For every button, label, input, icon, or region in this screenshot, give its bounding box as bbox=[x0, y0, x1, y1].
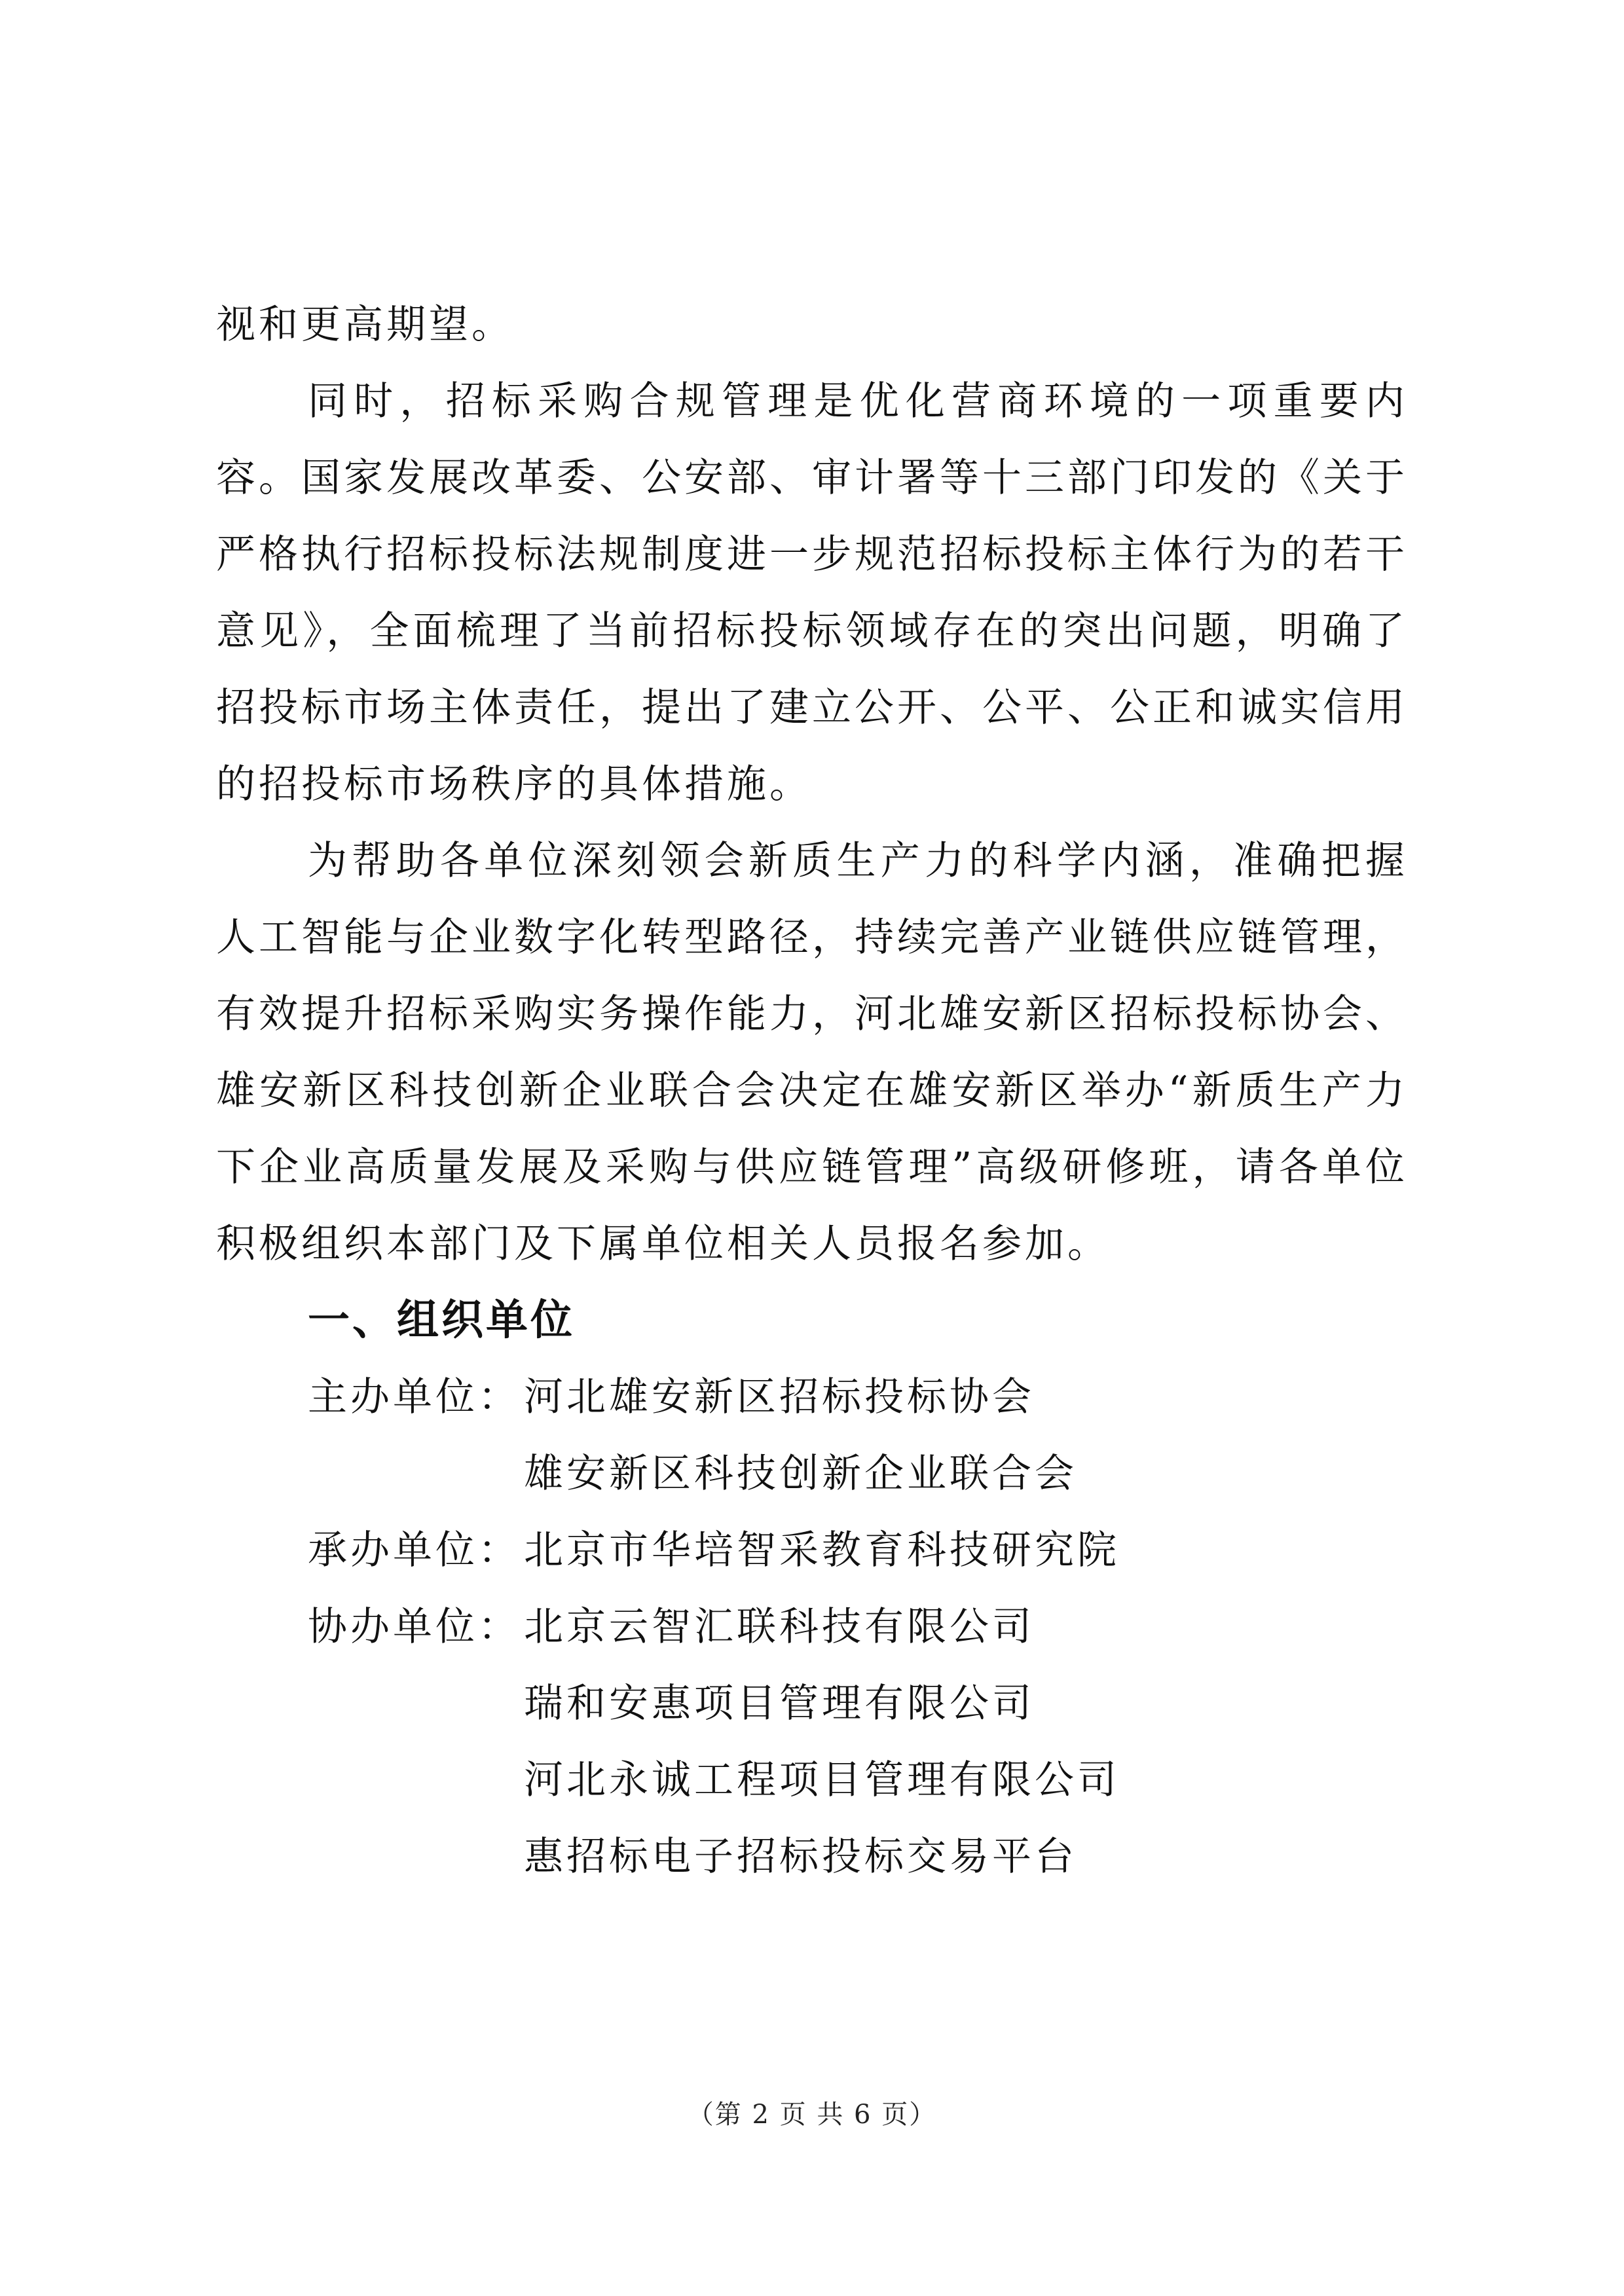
paragraph-compliance: 同时，招标采购合规管理是优化营商环境的一项重要内容。国家发展改革委、公安部、审计署等十三部门印发的《关于严格执行招标投标法规制度进一步规范招标投标主体行为的若干意见》，全面梳理了当前招标投标领域存在的突出问题，明确了招投标市场主体责任，提出了建立公开、公平、公正和诚实信用的招投标市场秩序的具体措施。 bbox=[216, 378, 1408, 807]
section-heading: 一、组织单位 bbox=[308, 1296, 575, 1345]
org-group-host bbox=[216, 1359, 1408, 1512]
org-value: 雄安新区科技创新企业联合会 bbox=[524, 1451, 1077, 1497]
org-label: 协办单位： bbox=[308, 1604, 521, 1650]
org-label: 主办单位： bbox=[308, 1374, 521, 1420]
org-values bbox=[524, 1512, 1120, 1589]
paragraph-training-purpose: 为帮助各单位深刻领会新质生产力的科学内涵，准确把握人工智能与企业数字化转型路径，持续完善产业链供应链管理，有效提升招标采购实务操作能力，河北雄安新区招标投标协会、雄安新区科技创新企业联合会决定在雄安新区举办“新质生产力下企业高质量发展及采购与供应链管理”高级研修班，请各单位积极组织本部门及下属单位相关人员报名参加。 bbox=[216, 838, 1408, 1267]
org-value: 北京云智汇联科技有限公司 bbox=[524, 1604, 1035, 1650]
org-value: 河北永诚工程项目管理有限公司 bbox=[524, 1757, 1120, 1803]
org-group-organizer bbox=[216, 1512, 1408, 1589]
org-group-co-organizer bbox=[216, 1589, 1408, 1895]
org-value: 河北雄安新区招标投标协会 bbox=[524, 1374, 1035, 1420]
org-values bbox=[524, 1359, 1077, 1512]
paragraph-continuation: 视和更高期望。 bbox=[216, 302, 514, 348]
page-number-footer: （第 2 页 共 6 页） bbox=[687, 2100, 937, 2130]
org-value: 瑞和安惠项目管理有限公司 bbox=[524, 1681, 1035, 1726]
org-values bbox=[524, 1589, 1120, 1895]
org-value: 惠招标电子招标投标交易平台 bbox=[524, 1834, 1077, 1880]
org-label: 承办单位： bbox=[308, 1527, 521, 1573]
org-value: 北京市华培智采教育科技研究院 bbox=[524, 1527, 1120, 1573]
body-text bbox=[216, 287, 1408, 1895]
